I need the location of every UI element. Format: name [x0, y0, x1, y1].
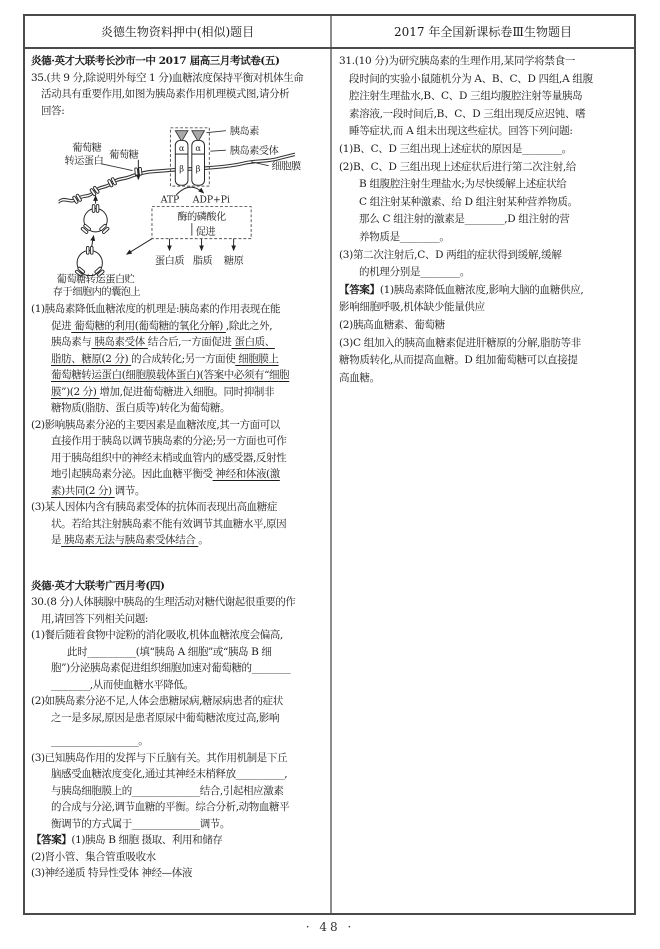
text-segment: 胞”)分泌胰岛素促进组织细胞加速对葡萄糖的________	[51, 662, 291, 674]
text-line	[31, 611, 327, 628]
column-right	[332, 49, 634, 913]
text-line	[339, 123, 630, 141]
text-segment: 那么 C 组注射的激素是________,D 组注射的营	[359, 213, 570, 226]
text-line	[31, 644, 327, 661]
text-segment: 35.(共 9 分,除说明外每空 1 分)血糖浓度保持平衡对机体生命	[31, 71, 304, 84]
text-line	[31, 799, 327, 816]
answer-underlined-text: 素)共同(2 分)	[51, 484, 115, 497]
text-line	[339, 53, 630, 71]
page-border	[23, 14, 636, 915]
vesicle-icons	[75, 205, 110, 277]
text-segment: 是	[51, 534, 62, 546]
text-segment: 回答:	[41, 104, 65, 117]
text-line	[31, 70, 327, 87]
text-segment: 直接作用于胰岛以调节胰岛素的分泌;另一方面也可作	[51, 435, 287, 447]
left-question-body	[31, 301, 327, 882]
diagram-svg	[45, 119, 327, 299]
text-line	[31, 532, 327, 549]
text-segment: (3)神经递质 特异性受体 神经—体液	[31, 867, 192, 879]
text-line	[31, 433, 327, 450]
text-segment: (2)肾小管、集合管重吸收水	[31, 850, 156, 863]
text-line	[31, 733, 327, 750]
text-segment: 结合后,一方面促进	[147, 336, 232, 348]
text-line	[339, 352, 630, 370]
text-line	[31, 466, 327, 483]
text-line	[31, 384, 327, 401]
text-line	[31, 367, 327, 384]
alpha-subunit-label: α	[195, 143, 201, 154]
text-segment: 的机理分别是________。	[359, 266, 470, 279]
text-segment: 炎德·英才大联考广西月考(四)	[31, 579, 165, 592]
text-segment: 的合成转化;另一方面使	[131, 352, 236, 365]
content-columns	[25, 49, 634, 913]
text-line	[339, 299, 630, 317]
answer-underlined-text: 细胞膜上	[235, 352, 279, 365]
text-segment: 脑感受血糖浓度变化,通过其神经末梢释放__________,	[51, 768, 288, 780]
text-segment: 养物质是________。	[359, 230, 450, 243]
text-segment: 素溶液,一段时间后,B、C、D 三组出现反应迟钝、嗜	[349, 107, 586, 120]
promote-label: 促进	[195, 226, 216, 238]
text-segment: (1)餐后随着食物中淀粉的消化吸收,机体血糖浓度会偏高,	[31, 629, 283, 641]
text-segment: 与胰岛细胞膜上的______________结合,引起相应激素	[51, 784, 284, 797]
header-left-title: 炎德生物资料押中(相似)题目	[100, 25, 255, 39]
text-segment: 胰岛素与	[51, 336, 92, 348]
text-segment: (2)影响胰岛素分泌的主要因素是血糖浓度,其一方面可以	[31, 418, 280, 431]
answer-underlined-text: 葡萄糖的利用(葡萄糖的氧化分解)	[71, 319, 226, 332]
header-cell-left	[25, 16, 332, 47]
text-line	[31, 103, 327, 120]
text-line	[31, 578, 327, 595]
text-segment: (1)胰岛素降低血糖浓度,影响大脑的血糖供应,	[379, 283, 584, 296]
text-segment: 【答案】	[31, 834, 72, 846]
text-segment: 用于胰岛组织中的神经末梢或血管内的感受器,反射性	[51, 451, 287, 464]
output-arrows	[127, 239, 234, 255]
beta-subunit-label: β	[195, 163, 201, 174]
text-line	[31, 660, 327, 677]
text-line	[339, 370, 630, 388]
left-question-intro	[31, 53, 327, 119]
text-segment: 之一是多尿,原因是患者原尿中葡萄糖浓度过高,影响	[51, 711, 280, 724]
text-segment: __________________。	[51, 735, 149, 747]
text-line	[339, 211, 630, 229]
text-segment: (2)胰高血糖素、葡萄糖	[339, 318, 445, 331]
text-line	[31, 86, 327, 103]
text-segment: 31.(10 分)为研究胰岛素的生理作用,某同学将禁食一	[339, 55, 576, 67]
answer-underlined-text: 膜”)(2 分)	[51, 385, 100, 398]
text-segment: 。	[198, 534, 209, 546]
text-line	[31, 516, 327, 533]
text-line	[339, 335, 630, 353]
glucose-transporter-label-line1: 葡萄糖	[72, 143, 102, 155]
insulin-label: 胰岛素	[229, 126, 259, 138]
vesicle-arrows	[92, 196, 96, 247]
text-segment: C 组注射某种激素、给 D 组注射某种营养物质。	[359, 195, 578, 208]
text-line	[31, 499, 327, 516]
text-segment: (1)胰岛 B 细胞 摄取、利用和储存	[71, 834, 223, 846]
output-lipid-label: 脂质	[192, 255, 213, 267]
text-line	[31, 766, 327, 783]
text-line	[31, 750, 327, 767]
vesicle-caption-line1: 葡萄糖转运蛋白贮	[56, 274, 135, 286]
text-segment: 影响细胞呼吸,机体缺少能量供应	[339, 301, 485, 314]
text-line	[31, 832, 327, 849]
text-line	[339, 88, 630, 106]
answer-underlined-text: 胰岛素受体	[91, 336, 148, 348]
header-cell-right	[332, 16, 634, 47]
text-line	[31, 627, 327, 644]
text-segment: 用,请回答下列相关问题:	[41, 612, 149, 625]
answer-underlined-text: 胰岛素无法与胰岛素受体结合	[61, 534, 199, 546]
text-line	[31, 710, 327, 727]
answer-underlined-text: 蛋白质、	[231, 336, 275, 348]
text-line	[339, 194, 630, 212]
text-line	[339, 264, 630, 282]
glucose-transporter-label-line2: 转运蛋白	[64, 155, 104, 167]
text-segment: (1)胰岛素降低血糖浓度的机理是:胰岛素的作用表现在能	[31, 303, 281, 315]
text-segment: (3)C 组加入的胰高血糖素促进肝糖原的分解,脂肪等非	[339, 336, 581, 349]
text-segment: 段时间的实验小鼠随机分为 A、B、C、D 四组,A 组腹	[349, 72, 593, 85]
text-segment: 衡调节的方式属于______________调节。	[51, 817, 230, 830]
output-glycogen-label: 糖原	[223, 255, 244, 267]
text-segment: 糖物质转化,从而提高血糖。D 组加葡萄糖可以直接提	[339, 354, 578, 367]
text-segment: (2)如胰岛素分泌不足,人体会患糖尿病,糖尿病患者的症状	[31, 695, 283, 707]
output-protein-label: 蛋白质	[154, 255, 185, 267]
text-line	[339, 247, 630, 265]
insulin-mechanism-diagram	[45, 119, 327, 299]
answer-underlined-text: 脂肪、糖原(2 分)	[51, 352, 132, 365]
atp-label: ATP	[160, 194, 180, 206]
header-right-title: 2017 年全国新课标卷Ⅲ生物题目	[394, 25, 572, 39]
receptor-label: 胰岛素受体	[229, 146, 279, 158]
text-line	[31, 693, 327, 710]
text-line	[339, 229, 630, 247]
text-line	[31, 301, 327, 318]
text-segment: 增加,促进葡萄糖进入细胞。同时抑制非	[99, 385, 275, 398]
page-number: · 48 ·	[305, 920, 355, 934]
text-line	[339, 159, 630, 177]
text-line	[31, 400, 327, 417]
text-segment: 调节。	[114, 484, 145, 497]
glucose-label: 葡萄糖	[109, 149, 139, 161]
text-line	[31, 783, 327, 800]
text-line	[31, 351, 327, 368]
text-segment: 腔注射生理盐水,B、C、D 三组均腹腔注射等量胰岛	[349, 90, 583, 103]
text-segment: 高血糖。	[339, 371, 380, 384]
text-line	[339, 282, 630, 300]
text-line	[31, 483, 327, 500]
text-segment: 地引起胰岛素分泌。因此血糖平衡受	[51, 468, 213, 480]
right-question-body	[339, 53, 630, 387]
text-segment: (3)已知胰岛作用的发挥与下丘脑有关。其作用机制是下丘	[31, 751, 288, 764]
text-line	[339, 71, 630, 89]
answer-underlined-text: 葡萄糖转运蛋白(细胞膜载体蛋白)(答案中必须有“细胞	[51, 369, 290, 381]
text-segment: ,除此之外,	[225, 319, 273, 332]
text-segment: (1)B、C、D 三组出现上述症状的原因是________。	[339, 142, 572, 155]
text-line	[31, 594, 327, 611]
text-segment: 【答案】	[339, 283, 380, 296]
text-segment: 促进	[51, 319, 72, 332]
text-line	[31, 865, 327, 882]
text-segment: 睡等症状,而 A 组未出现这些症状。回答下列问题:	[349, 125, 573, 138]
text-line	[31, 417, 327, 434]
text-line	[339, 106, 630, 124]
text-segment: B 组腹腔注射生理盐水;为尽快缓解上述症状给	[359, 178, 567, 191]
insulin-icon	[175, 131, 204, 142]
vesicle-caption-line2: 存于细胞内的囊泡上	[52, 287, 141, 299]
text-line	[339, 141, 630, 159]
beta-subunit-label: β	[179, 163, 185, 174]
text-line	[31, 677, 327, 694]
text-segment: 的合成与分泌,调节血糖的平衡。综合分析,动物血糖平	[51, 801, 290, 813]
text-segment: (2)B、C、D 三组出现上述症状后进行第二次注射,给	[339, 160, 577, 173]
adp-label: ADP+Pi	[192, 194, 230, 206]
header-row	[25, 16, 634, 49]
text-segment: 糖物质(脂肪、蛋白质等)转化为葡萄糖。	[51, 402, 231, 414]
text-segment: (3)某人因体内含有胰岛素受体的抗体而表现出高血糖症	[31, 501, 277, 513]
membrane-label: 细胞膜	[271, 161, 301, 173]
alpha-subunit-label: α	[178, 143, 185, 154]
text-line	[339, 176, 630, 194]
text-segment: 30.(8 分)人体胰腺中胰岛的生理活动对糖代谢起很重要的作	[31, 596, 296, 608]
text-segment: 活动具有重要作用,如图为胰岛素作用机理模式图,请分析	[41, 88, 290, 100]
text-line	[31, 53, 327, 70]
transporter-leader-line	[101, 164, 132, 171]
text-line	[31, 318, 327, 335]
text-segment: 炎德·英才大联考长沙市一中 2017 届高三月考试卷(五)	[31, 55, 280, 67]
enzyme-label: 酶的磷酸化	[177, 212, 226, 224]
text-segment: 此时__________(填“胰岛 A 细胞”或“胰岛 B 细	[67, 645, 272, 658]
column-left	[25, 49, 332, 913]
text-line	[339, 317, 630, 335]
answer-underlined-text: 神经和体液(激	[212, 468, 280, 480]
text-line	[31, 849, 327, 866]
text-line	[31, 450, 327, 467]
text-line	[31, 816, 327, 833]
text-line	[31, 334, 327, 351]
text-segment: (3)第二次注射后,C、D 两组的症状得到缓解,缓解	[339, 248, 562, 261]
text-segment: 状。若给其注射胰岛素不能有效调节其血糖水平,原因	[51, 517, 287, 530]
text-segment: ________,从而使血糖水平降低。	[51, 678, 194, 691]
